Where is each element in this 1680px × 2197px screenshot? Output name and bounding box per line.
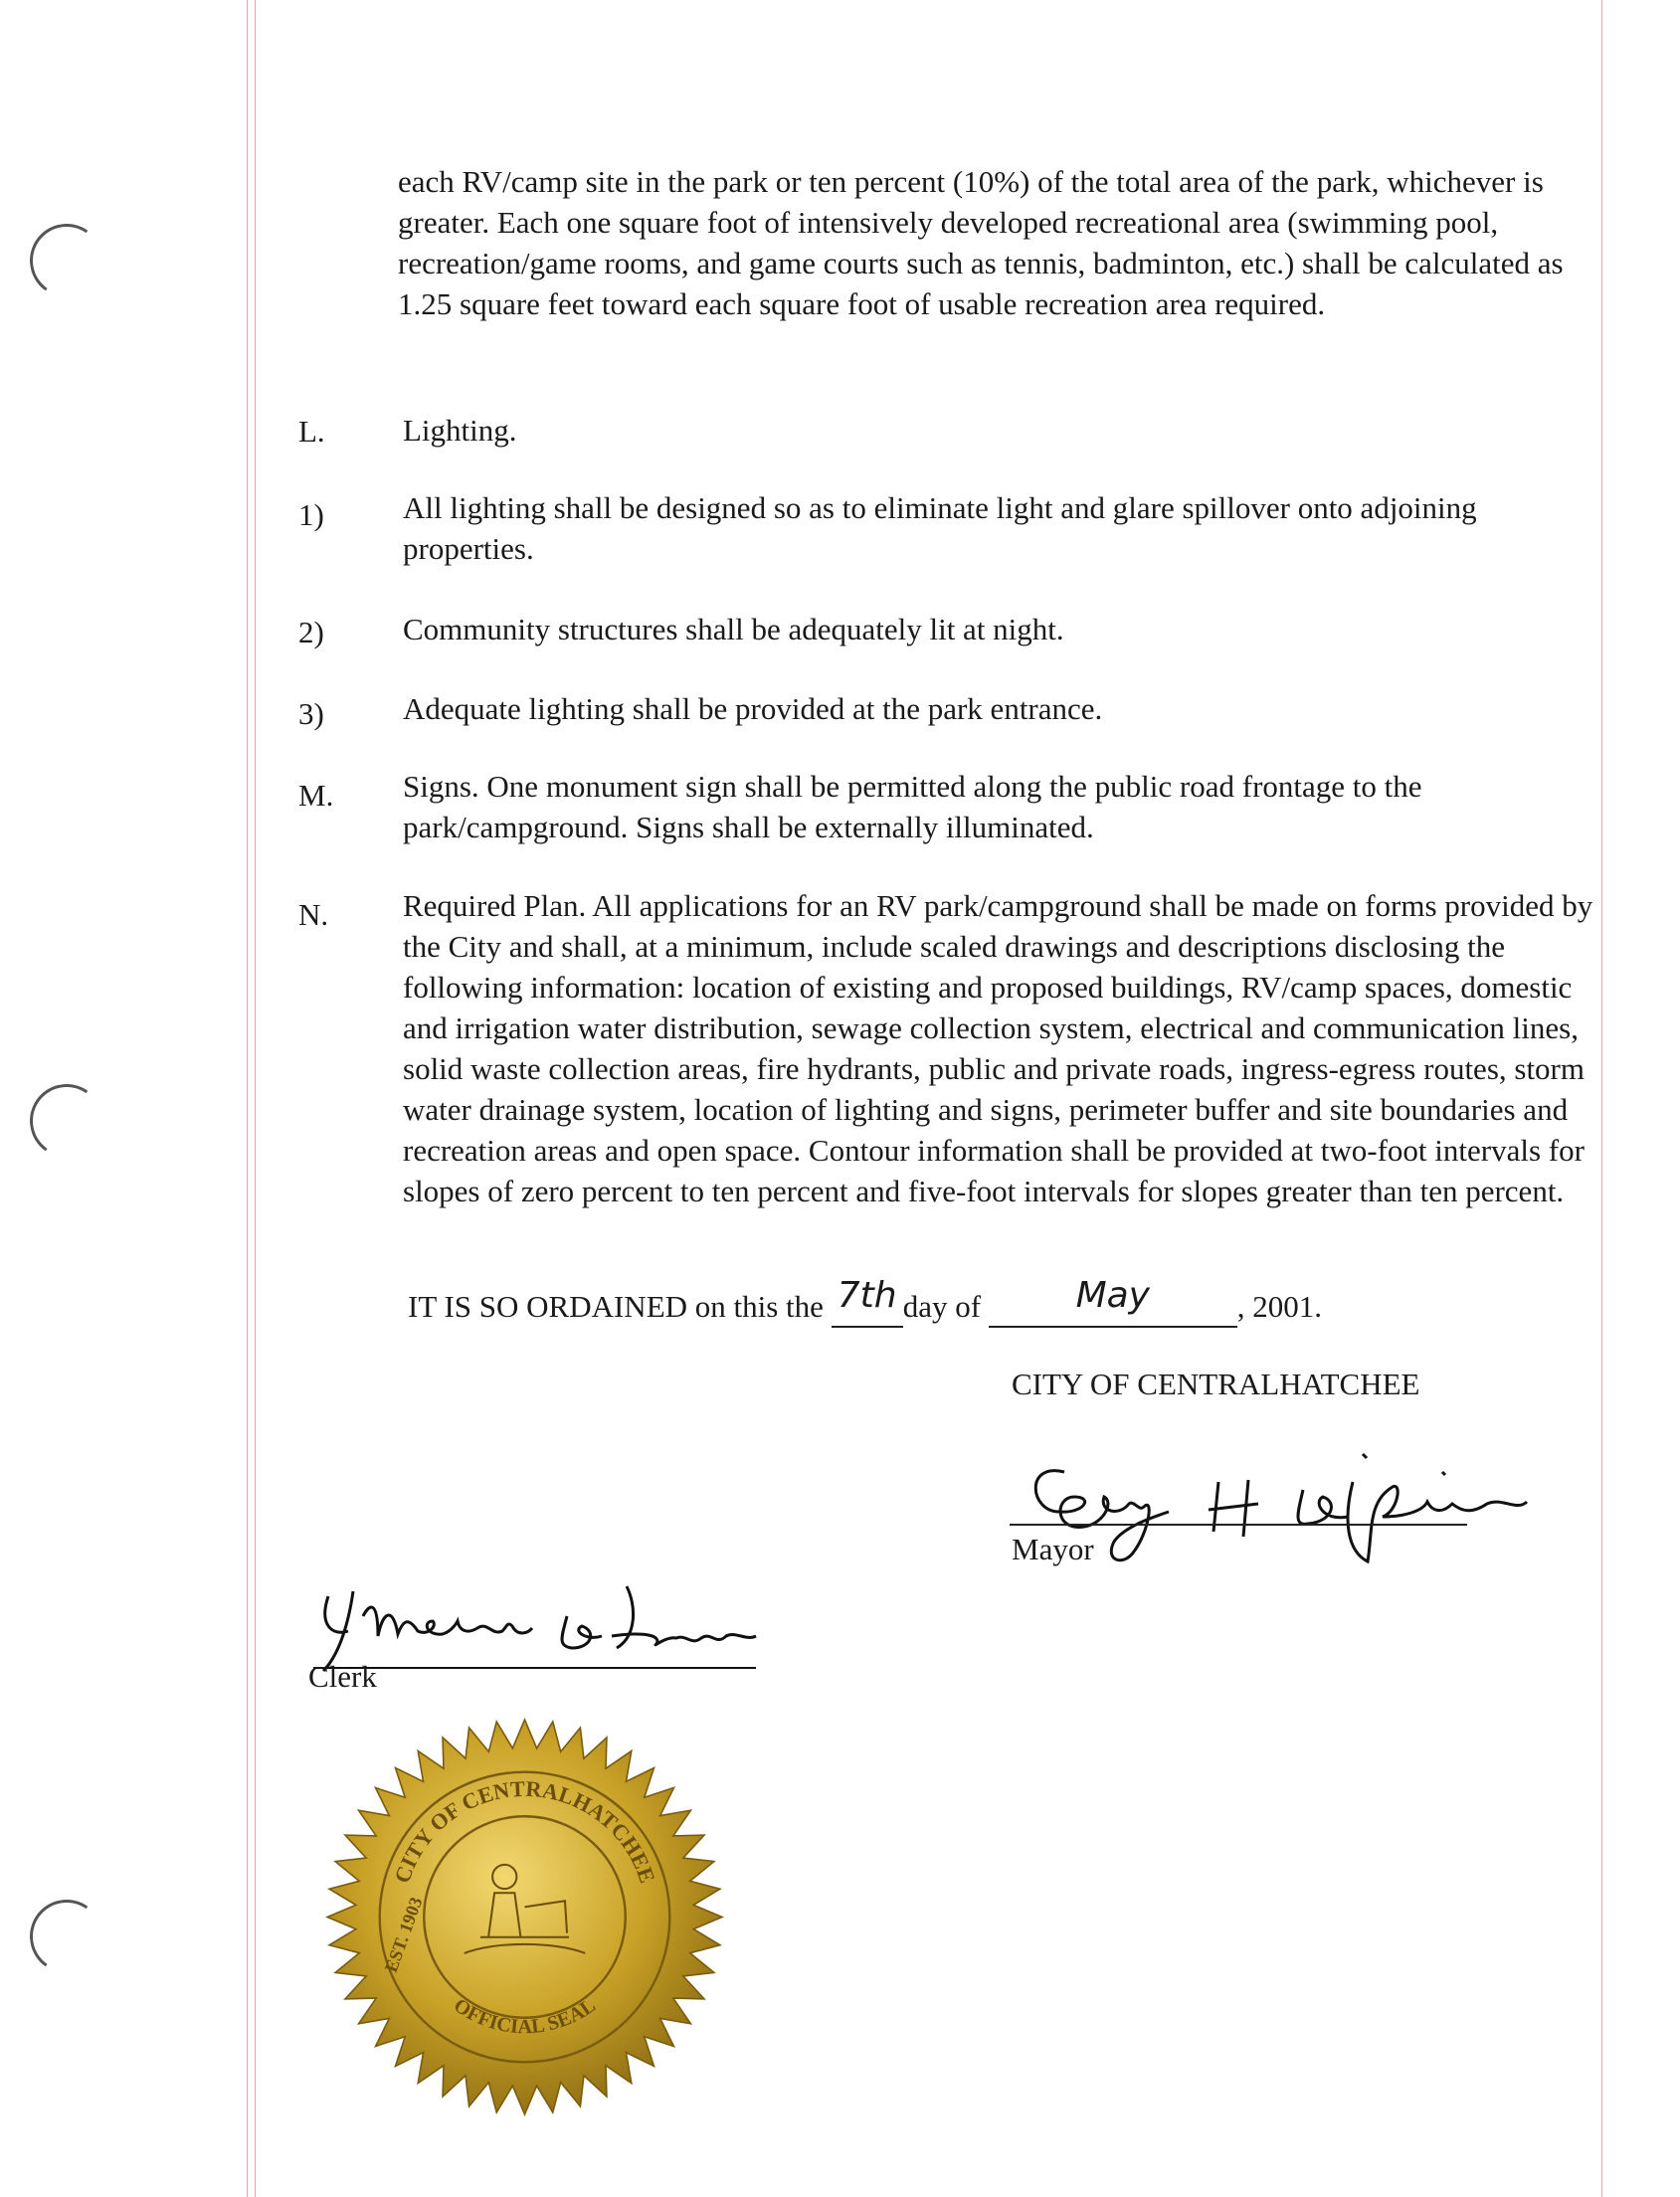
day-handwritten: 7th [837, 1275, 897, 1316]
item-3-text: Adequate lighting shall be provided at the park entrance. [403, 691, 1103, 726]
ordained-line [408, 1275, 1323, 1328]
item-marker-2: 2) [298, 615, 324, 649]
month-handwritten: May [1075, 1275, 1150, 1316]
day-blank [832, 1275, 903, 1328]
section-marker-l: L. [298, 414, 325, 449]
official-seal [323, 1716, 726, 2118]
section-marker-m: M. [298, 778, 334, 813]
ordained-suffix: , 2001. [1236, 1289, 1323, 1324]
left-margin-line [247, 0, 248, 2197]
clerk-label: Clerk [308, 1659, 377, 1694]
item-2-text: Community structures shall be adequately lit at night. [403, 612, 1064, 646]
item-1-text: All lighting shall be designed so as to eliminate light and glare spillover onto adjoining properties. [403, 490, 1477, 566]
left-margin-line-2 [255, 0, 256, 2197]
city-name: CITY OF CENTRALHATCHEE [1012, 1367, 1420, 1401]
item-marker-1: 1) [298, 497, 324, 532]
ordained-middle: day of [902, 1289, 982, 1324]
punch-hole-bottom [24, 1894, 109, 1979]
svg-text:EST. 1903: EST. 1903 [380, 1894, 427, 1975]
section-marker-n: N. [298, 897, 329, 932]
section-m-text: Signs. One monument sign shall be permitted along the public road frontage to the park/campground. Signs shall be externally illuminated. [403, 769, 1422, 844]
item-marker-3: 3) [298, 696, 324, 731]
punch-hole-middle [24, 1078, 109, 1164]
intro-paragraph: each RV/camp site in the park or ten percent (10%) of the total area of the park, whichever is greater. Each one square foot of intensively developed recreational area (swimming pool, recreation/game rooms, and game courts such as tennis, badminton, etc.) shall be calculated as 1.25 square feet toward each square foot of usable recreation area required. [398, 164, 1564, 321]
ordained-prefix: IT IS SO ORDAINED on this the [408, 1289, 824, 1324]
punch-hole-top [24, 218, 109, 303]
clerk-signature [308, 1576, 766, 1686]
section-l-text: Lighting. [403, 413, 517, 448]
mayor-label: Mayor [1012, 1532, 1094, 1566]
svg-text:CITY OF CENTRALHATCHEE: CITY OF CENTRALHATCHEE [389, 1775, 660, 1887]
section-n-text: Required Plan. All applications for an RV park/campground shall be made on forms provided by the City and shall, at a minimum, include scaled drawings and descriptions disclosing the following information: location of existing and proposed buildings, RV/camp spaces, domestic and irrigation water distribution, sewage collection system, electrical and communication lines, solid waste collection areas, fire hydrants, public and private roads, ingress-egress routes, storm water drainage system, location of lighting and signs, perimeter buffer and site boundaries and recreation areas and open space. Contour information shall be provided at two-foot intervals for slopes of zero percent to ten percent and five-foot intervals for slopes greater than ten percent. [403, 888, 1593, 1208]
svg-text:OFFICIAL SEAL: OFFICIAL SEAL [450, 1994, 600, 2039]
month-blank [989, 1275, 1237, 1328]
mayor-signature-line [1010, 1524, 1467, 1526]
